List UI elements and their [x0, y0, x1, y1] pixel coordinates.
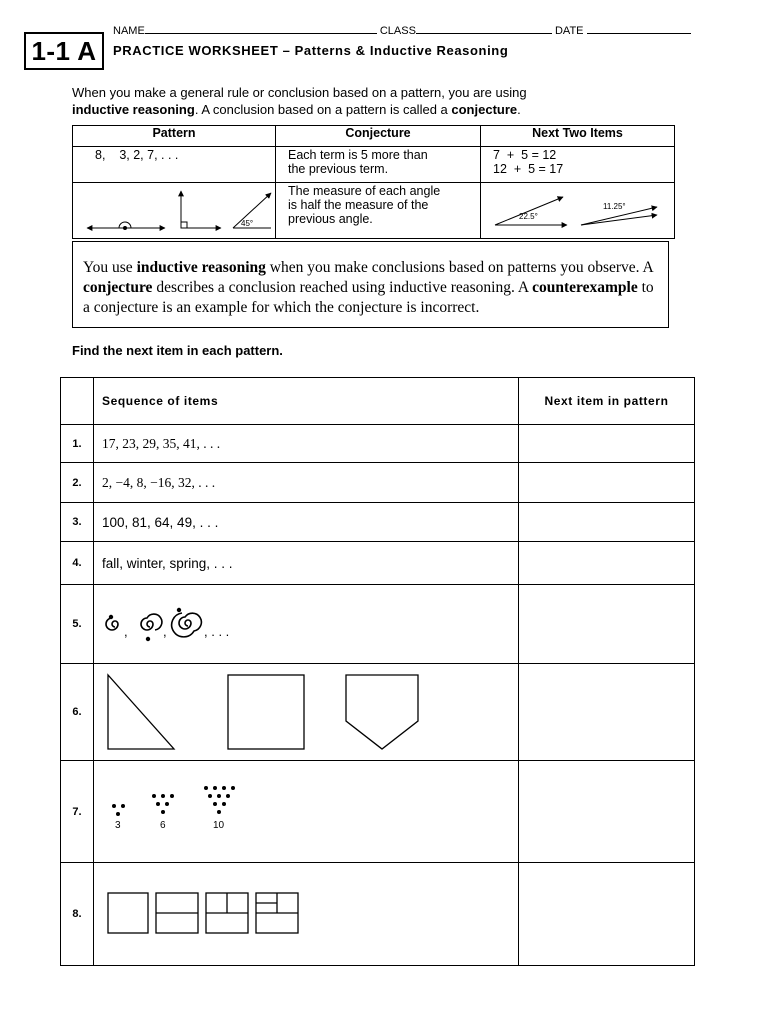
answer-cell-7[interactable]	[519, 761, 695, 863]
sequence-1: 17, 23, 29, 35, 41, . . .	[94, 425, 519, 463]
triangular-dots	[102, 782, 302, 842]
sequence-3: 100, 81, 64, 49, . . .	[94, 503, 519, 542]
angle-next-figure	[481, 183, 671, 235]
answer-cell-4[interactable]	[519, 542, 695, 585]
angle-11-label: 11.25°	[603, 202, 626, 211]
sequence-4: fall, winter, spring, . . .	[94, 542, 519, 585]
table-row: 7. 3 6 10	[61, 761, 695, 863]
header-next-two: Next Two Items	[481, 126, 675, 147]
answer-cell-6[interactable]	[519, 664, 695, 761]
svg-text:,: ,	[124, 624, 128, 639]
table-row: 4. fall, winter, spring, . . .	[61, 542, 695, 585]
svg-text:6: 6	[160, 819, 166, 831]
spiral-figures	[102, 602, 242, 646]
example-conjecture-1: Each term is 5 more than the previous term.	[276, 147, 481, 183]
sequence-6	[94, 664, 519, 761]
angle-45-label: 45°	[241, 219, 254, 228]
sequence-5	[94, 585, 519, 664]
header-conjecture: Conjecture	[276, 126, 481, 147]
square-shape	[228, 675, 304, 749]
col-sequence-header: Sequence of items	[94, 378, 519, 425]
angle-22-label: 22.5°	[519, 212, 538, 221]
sequence-8	[94, 863, 519, 966]
col-next-header: Next item in pattern	[519, 378, 695, 425]
term-inductive-reasoning: inductive reasoning	[72, 102, 195, 117]
term-conjecture: conjecture	[451, 102, 518, 117]
def-counterexample: counterexample	[532, 279, 638, 296]
table-row: 3. 100, 81, 64, 49, . . .	[61, 503, 695, 542]
class-label: CLASS	[379, 25, 416, 37]
patterns-table	[60, 377, 695, 966]
date-field[interactable]	[587, 33, 691, 34]
answer-cell-1[interactable]	[519, 425, 695, 463]
table-header-row	[61, 378, 695, 425]
instructions: Find the next item in each pattern.	[72, 343, 283, 358]
table-row: 2. 2, −4, 8, −16, 32, . . .	[61, 463, 695, 503]
sequence-7	[94, 761, 519, 863]
definition-box: You use inductive reasoning when you make conclusions based on patterns you observe. A conjecture describes a conclusion reached using inductive reasoning. A counterexample to a conjecture is an example for which the conjecture is incorrect.	[72, 241, 669, 328]
name-label: NAME	[113, 25, 145, 37]
svg-text:,: ,	[163, 624, 167, 639]
worksheet-title: PRACTICE WORKSHEET – Patterns & Inductive Reasoning	[113, 43, 509, 58]
example-next-2	[481, 183, 675, 239]
square-division-figures	[102, 889, 322, 939]
date-label: DATE	[554, 25, 584, 37]
header-fields	[113, 25, 691, 37]
table-row: 6.	[61, 664, 695, 761]
table-row: 5. , , , . . .	[61, 585, 695, 664]
def-inductive-reasoning: inductive reasoning	[136, 259, 266, 276]
example-conjecture-2: The measure of each angle is half the measure of the previous angle.	[276, 183, 481, 239]
lesson-number: 1-1 A	[24, 32, 104, 70]
answer-cell-3[interactable]	[519, 503, 695, 542]
svg-text:10: 10	[213, 819, 225, 831]
header-pattern: Pattern	[73, 126, 276, 147]
svg-text:3: 3	[115, 819, 121, 831]
table-row: 1. 17, 23, 29, 35, 41, . . .	[61, 425, 695, 463]
answer-cell-5[interactable]	[519, 585, 695, 664]
example-table	[72, 125, 675, 239]
table-row: 8.	[61, 863, 695, 966]
polygon-figures	[102, 669, 442, 755]
triangle-shape	[108, 675, 174, 749]
example-next-1: 7 + 5 = 12 12 + 5 = 17	[481, 147, 675, 183]
class-field[interactable]	[416, 33, 552, 34]
name-field[interactable]	[145, 33, 377, 34]
sequence-2: 2, −4, 8, −16, 32, . . .	[94, 463, 519, 503]
intro-paragraph: When you make a general rule or conclusion based on a pattern, you are using inductive reasoning. A conclusion based on a pattern is called a conjecture.	[72, 85, 527, 117]
pentagon-shape	[346, 675, 418, 749]
example-pattern-numbers: 8, 3, 2, 7, . . .	[73, 147, 276, 183]
angle-pattern-figure	[73, 183, 275, 235]
sequence-5-suffix: , . . .	[204, 624, 230, 639]
answer-cell-2[interactable]	[519, 463, 695, 503]
def-conjecture: conjecture	[83, 279, 153, 296]
example-pattern-angles	[73, 183, 276, 239]
answer-cell-8[interactable]	[519, 863, 695, 966]
